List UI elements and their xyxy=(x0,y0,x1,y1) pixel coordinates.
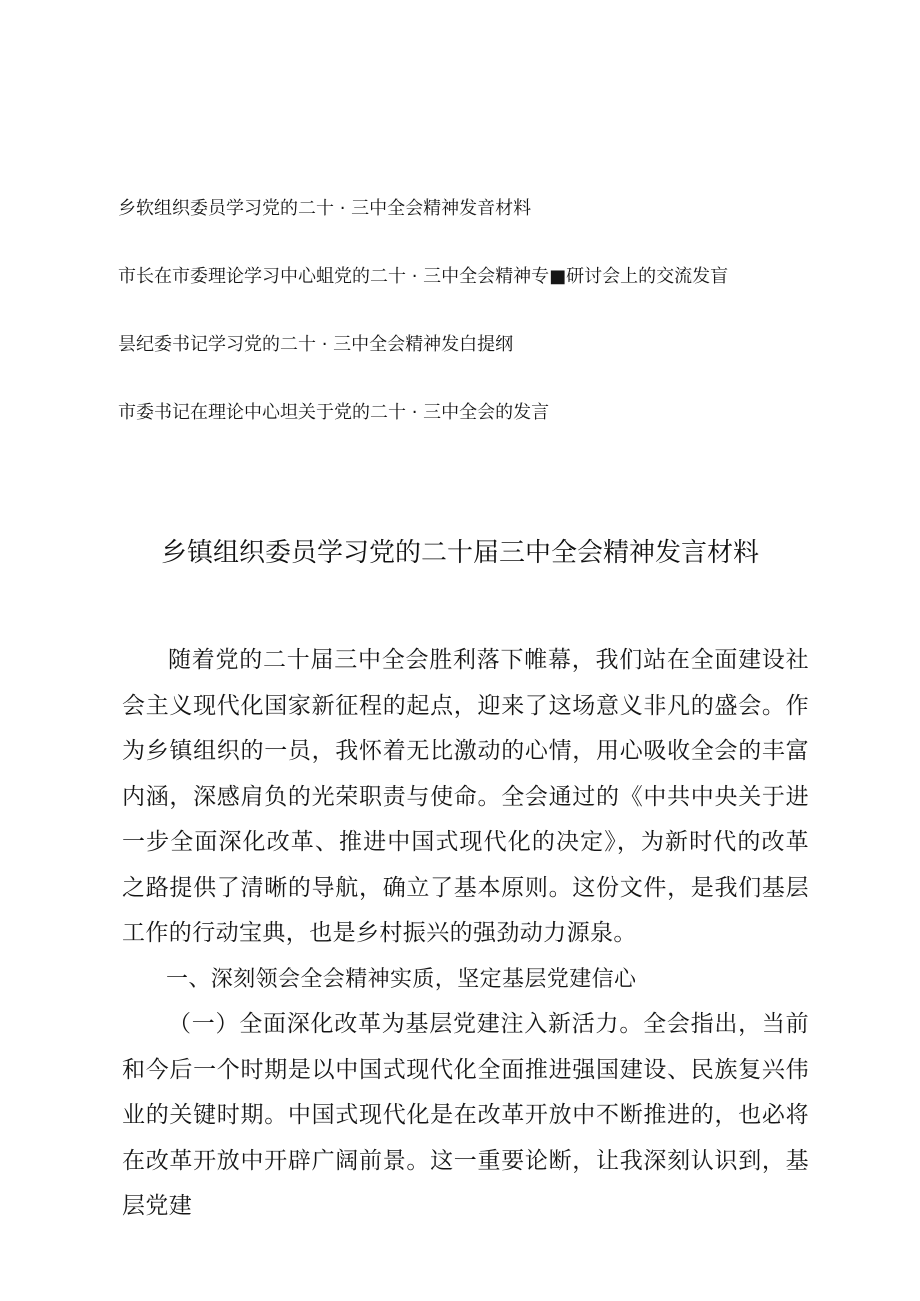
toc-item[interactable]: 乡软组织委员学习党的二十 · 三中全会精神发音材料 xyxy=(118,198,532,219)
toc-item[interactable]: 昙纪委书记学习党的二十 · 三中全会精神发白提纲 xyxy=(118,334,514,355)
toc-item[interactable]: 市委书记在理论中心坦关于党的二十 · 三中全会的发言 xyxy=(118,402,550,423)
intro-paragraph: 随着党的二十届三中全会胜利落下帷幕，我们站在全面建设社会主义现代化国家新征程的起点，迎来了这场意义非凡的盛会。作为乡镇组织的一员，我怀着无比激动的心情，用心吸收全会的丰富内涵，深感肩负的光荣职责与使命。全会通过的《中共中央关于进一步全面深化改革、推进中国式现代化的决定》，为新时代的改革之路提供了清晰的导航，确立了基本原则。这份文件，是我们基层工作的行动宝典，也是乡村振兴的强劲动力源泉。 xyxy=(122,647,809,946)
table-of-contents xyxy=(118,194,818,466)
section-paragraph: （一）全面深化改革为基层党建注入新活力。全会指出，当前和今后一个时期是以中国式现代化全面推进强国建设、民族复兴伟业的关键时期。中国式现代化是在改革开放中不断推进的，也必将在改革开放中开辟广阔前景。这一重要论断，让我深刻认识到，基层党建 xyxy=(122,1011,809,1219)
section-heading: 一、深刻领会全会精神实质，坚定基层党建信心 xyxy=(166,966,637,992)
document-body xyxy=(122,638,809,1230)
document-title: 乡镇组织委员学习党的二十届三中全会精神发言材料 xyxy=(160,538,759,568)
toc-item[interactable]: 市长在市委理论学习中心蛆党的二十 · 三中全会精神专■研讨会上的交流发盲 xyxy=(118,266,729,287)
